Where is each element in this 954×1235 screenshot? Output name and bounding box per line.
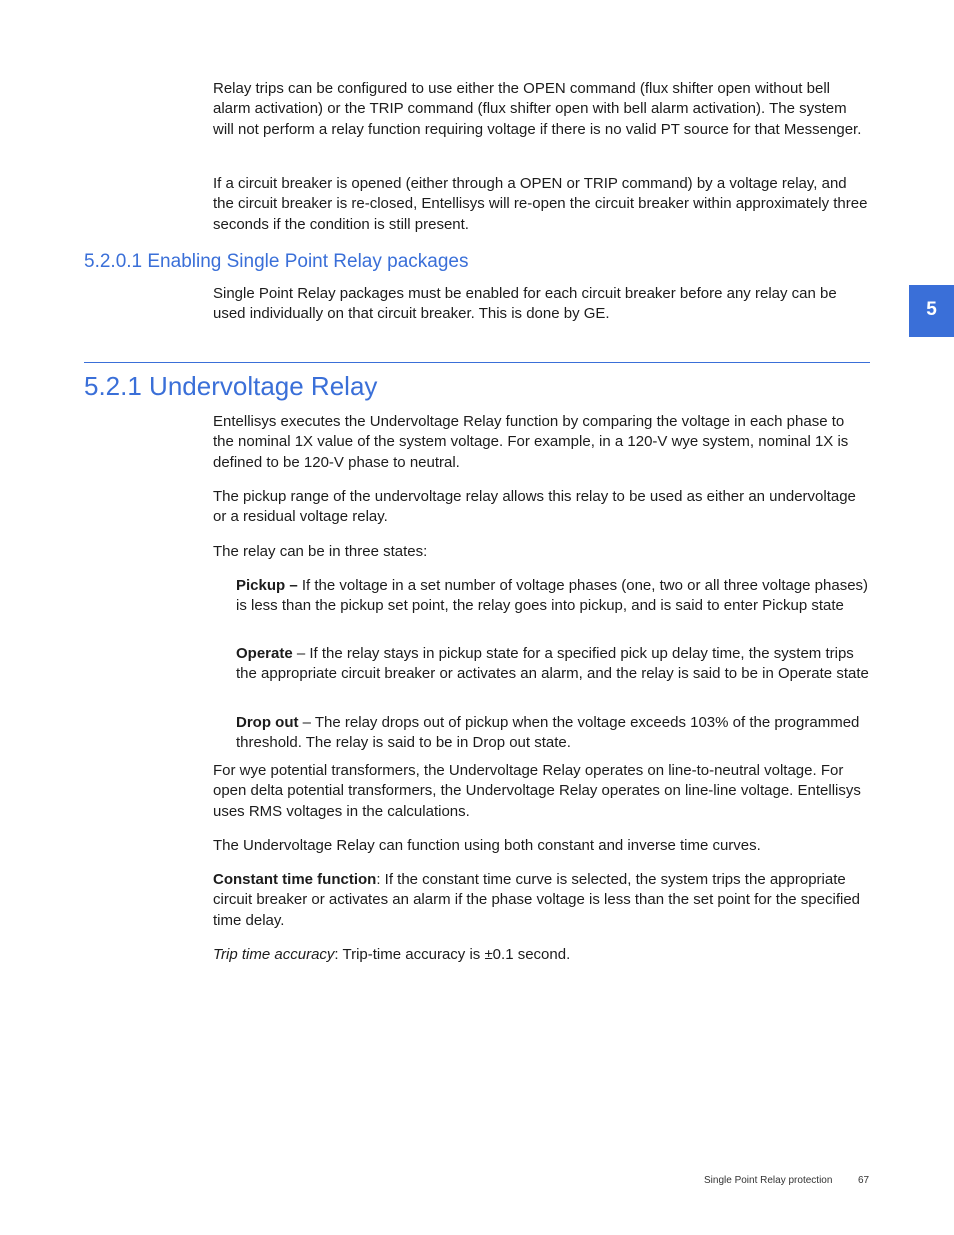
intro-paragraph-2: If a circuit breaker is opened (either through a OPEN or TRIP command) by a voltage relay, and the circuit breaker is re-closed, Entellisys will re-open the circuit breaker within approximately three seconds if the condition is still present.: [213, 175, 868, 233]
section-paragraph-3: The relay can be in three states:: [213, 543, 428, 560]
state-pickup-text: If the voltage in a set number of voltage phases (one, two or all three voltage phases) is less than the pickup set point, the relay goes into pickup, and is said to enter Pickup state: [236, 577, 869, 615]
subsection-body: Single Point Relay packages must be enabled for each circuit breaker before any relay can be used individually on that circuit breaker. This is done by GE.: [213, 285, 837, 323]
subsection-heading: 5.2.0.1 Enabling Single Point Relay packages: [84, 251, 469, 272]
section-heading: 5.2.1 Undervoltage Relay: [84, 371, 378, 401]
state-dropout: [236, 713, 870, 754]
state-dropout-text: – The relay drops out of pickup when the voltage exceeds 103% of the programmed threshold. The relay is said to be in Drop out state.: [236, 714, 860, 752]
state-pickup-term: Pickup –: [236, 577, 298, 594]
state-operate: [236, 644, 870, 685]
page-number: 67: [858, 1175, 870, 1186]
constant-time-text: : If the constant time curve is selected, the system trips the appropriate circuit breaker or activates an alarm if the phase voltage is less than the set point for the specified time delay.: [213, 871, 861, 929]
constant-time-term: Constant time function: [213, 871, 377, 888]
state-operate-term: Operate: [236, 645, 293, 662]
section-paragraph-2: The pickup range of the undervoltage relay allows this relay to be used as either an undervoltage or a residual voltage relay.: [213, 488, 856, 526]
constant-time-paragraph: [213, 870, 869, 931]
trip-accuracy-paragraph: [213, 945, 869, 965]
intro-paragraph-1: Relay trips can be configured to use either the OPEN command (flux shifter open without bell alarm activation) or the TRIP command (flux shifter open with bell alarm activation). The system will not perform a relay function requiring voltage if there is no valid PT source for that Messenger.: [213, 80, 862, 138]
trip-accuracy-text: : Trip-time accuracy is ±0.1 second.: [334, 946, 571, 963]
section-divider: [84, 362, 870, 363]
footer-title: Single Point Relay protection: [704, 1175, 833, 1186]
state-operate-text: – If the relay stays in pickup state for a specified pick up delay time, the system trips the appropriate circuit breaker or activates an alarm, and the relay is said to be in Operate state: [236, 645, 869, 683]
state-pickup: [236, 576, 870, 617]
trip-accuracy-term: Trip time accuracy: [213, 946, 335, 963]
section-paragraph-1: Entellisys executes the Undervoltage Relay function by comparing the voltage in each phase to the nominal 1X value of the system voltage. For example, in a 120-V wye system, nominal 1X is defined to be 120-V phase to neutral.: [213, 413, 849, 471]
chapter-tab: 5: [909, 285, 954, 337]
section-paragraph-5: The Undervoltage Relay can function using both constant and inverse time curves.: [213, 837, 761, 854]
section-paragraph-4: For wye potential transformers, the Undervoltage Relay operates on line-to-neutral voltage. For open delta potential transformers, the Undervoltage Relay operates on line-line voltage. Entellisys uses RMS voltages in the calculations.: [213, 762, 861, 820]
state-dropout-term: Drop out: [236, 714, 299, 731]
